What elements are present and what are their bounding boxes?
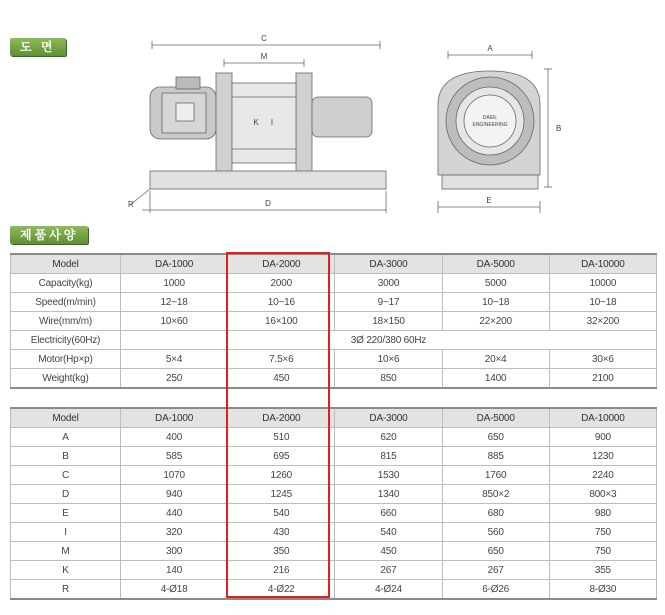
table-cell: 510	[228, 428, 335, 447]
table-cell: 815	[335, 447, 442, 466]
row-label: D	[11, 485, 121, 504]
table-cell: 300	[121, 542, 228, 561]
table-cell: 320	[121, 523, 228, 542]
table-cell: 3000	[335, 274, 442, 293]
table-cell: 620	[335, 428, 442, 447]
table-row	[11, 561, 657, 580]
table-header-row	[11, 408, 657, 428]
table-cell: 440	[121, 504, 228, 523]
row-label: E	[11, 504, 121, 523]
table-cell: 450	[335, 542, 442, 561]
dim-label-i: I	[270, 118, 274, 127]
table-cell: 267	[335, 561, 442, 580]
table-cell: 660	[335, 504, 442, 523]
spec-table-performance	[10, 253, 657, 389]
header-cell: DA-2000	[228, 254, 335, 274]
table-cell: 560	[442, 523, 549, 542]
table-row	[11, 523, 657, 542]
spec-table-dimensions	[10, 407, 657, 600]
dim-label-a: A	[487, 44, 493, 53]
table-cell: 4-Ø18	[121, 580, 228, 600]
table-cell: 1760	[442, 466, 549, 485]
table-cell: 216	[228, 561, 335, 580]
section-tag-drawing: 도 면	[10, 38, 66, 56]
row-label: M	[11, 542, 121, 561]
table-cell: 2100	[549, 369, 656, 389]
row-label: R	[11, 580, 121, 600]
table-row	[11, 504, 657, 523]
table-cell: 9~17	[335, 293, 442, 312]
table-cell: 885	[442, 447, 549, 466]
dim-label-d: D	[265, 199, 271, 208]
table-cell: 650	[442, 428, 549, 447]
row-label: Speed(m/min)	[11, 293, 121, 312]
row-label: K	[11, 561, 121, 580]
table-cell: 900	[549, 428, 656, 447]
table-cell: 1530	[335, 466, 442, 485]
table-row	[11, 580, 657, 600]
table-header-row	[11, 254, 657, 274]
table-cell: 18×150	[335, 312, 442, 331]
row-label: C	[11, 466, 121, 485]
table-cell: 750	[549, 523, 656, 542]
dim-label-b: B	[556, 124, 562, 133]
table-cell: 695	[228, 447, 335, 466]
table-cell: 540	[228, 504, 335, 523]
logo-text-line2: ENGINEERING	[472, 122, 508, 128]
table-row	[11, 369, 657, 389]
table-cell: 140	[121, 561, 228, 580]
row-label: Capacity(kg)	[11, 274, 121, 293]
table-cell: 540	[335, 523, 442, 542]
table-cell: 1070	[121, 466, 228, 485]
table-row	[11, 485, 657, 504]
row-label: I	[11, 523, 121, 542]
section-tag-spec: 제품사양	[10, 226, 88, 244]
table-row	[11, 331, 657, 350]
row-label: Motor(Hp×p)	[11, 350, 121, 369]
table-cell: 1340	[335, 485, 442, 504]
table-cell: 400	[121, 428, 228, 447]
table-row	[11, 542, 657, 561]
table-cell: 450	[228, 369, 335, 389]
table-cell: 32×200	[549, 312, 656, 331]
table-row	[11, 447, 657, 466]
table-cell: 1400	[442, 369, 549, 389]
dim-label-c: C	[261, 34, 267, 43]
table-cell: 30×6	[549, 350, 656, 369]
table-cell: 10000	[549, 274, 656, 293]
table-cell: 10×6	[335, 350, 442, 369]
header-cell: DA-10000	[549, 408, 656, 428]
table-cell: 10~16	[228, 293, 335, 312]
table-cell: 585	[121, 447, 228, 466]
table-cell: 350	[228, 542, 335, 561]
table-cell: 10~18	[442, 293, 549, 312]
table-cell: 850×2	[442, 485, 549, 504]
dim-label-e: E	[486, 196, 492, 205]
logo-text-line1: DAEIL	[482, 115, 498, 121]
row-label: B	[11, 447, 121, 466]
table-cell: 5000	[442, 274, 549, 293]
header-cell: DA-3000	[335, 408, 442, 428]
table-cell: 267	[442, 561, 549, 580]
table-row	[11, 293, 657, 312]
table-cell: 4-Ø24	[335, 580, 442, 600]
table-cell: 1000	[121, 274, 228, 293]
table-cell: 1260	[228, 466, 335, 485]
table-cell: 20×4	[442, 350, 549, 369]
header-cell: DA-10000	[549, 254, 656, 274]
dim-label-k: K	[253, 118, 259, 127]
table-row	[11, 466, 657, 485]
table-cell: 850	[335, 369, 442, 389]
header-cell: Model	[11, 408, 121, 428]
table-cell: 2000	[228, 274, 335, 293]
table-cell: 5×4	[121, 350, 228, 369]
header-cell: Model	[11, 254, 121, 274]
electricity-value: 3Ø 220/380 60Hz	[121, 331, 657, 350]
table-cell: 10~18	[549, 293, 656, 312]
table-cell: 6-Ø26	[442, 580, 549, 600]
table-cell: 7.5×6	[228, 350, 335, 369]
table-cell: 650	[442, 542, 549, 561]
header-cell: DA-3000	[335, 254, 442, 274]
table-cell: 680	[442, 504, 549, 523]
header-cell: DA-1000	[121, 254, 228, 274]
table-cell: 22×200	[442, 312, 549, 331]
header-cell: DA-5000	[442, 408, 549, 428]
winch-technical-drawing	[120, 25, 570, 215]
table-cell: 250	[121, 369, 228, 389]
row-label: Wire(mm/m)	[11, 312, 121, 331]
table-row	[11, 350, 657, 369]
row-label: Electricity(60Hz)	[11, 331, 121, 350]
table-cell: 430	[228, 523, 335, 542]
table-cell: 750	[549, 542, 656, 561]
table-cell: 940	[121, 485, 228, 504]
table-cell: 355	[549, 561, 656, 580]
table-cell: 980	[549, 504, 656, 523]
table-cell: 2240	[549, 466, 656, 485]
table-row	[11, 312, 657, 331]
table-cell: 800×3	[549, 485, 656, 504]
table-cell: 8-Ø30	[549, 580, 656, 600]
dim-label-r: R	[128, 200, 134, 209]
table-cell: 16×100	[228, 312, 335, 331]
row-label: Weight(kg)	[11, 369, 121, 389]
header-cell: DA-5000	[442, 254, 549, 274]
table-cell: 1230	[549, 447, 656, 466]
row-label: A	[11, 428, 121, 447]
dim-label-m: M	[260, 52, 268, 61]
table-cell: 10×60	[121, 312, 228, 331]
table-cell: 1245	[228, 485, 335, 504]
table-row	[11, 274, 657, 293]
table-row	[11, 428, 657, 447]
header-cell: DA-2000	[228, 408, 335, 428]
header-cell: DA-1000	[121, 408, 228, 428]
table-cell: 12~18	[121, 293, 228, 312]
table-cell: 4-Ø22	[228, 580, 335, 600]
